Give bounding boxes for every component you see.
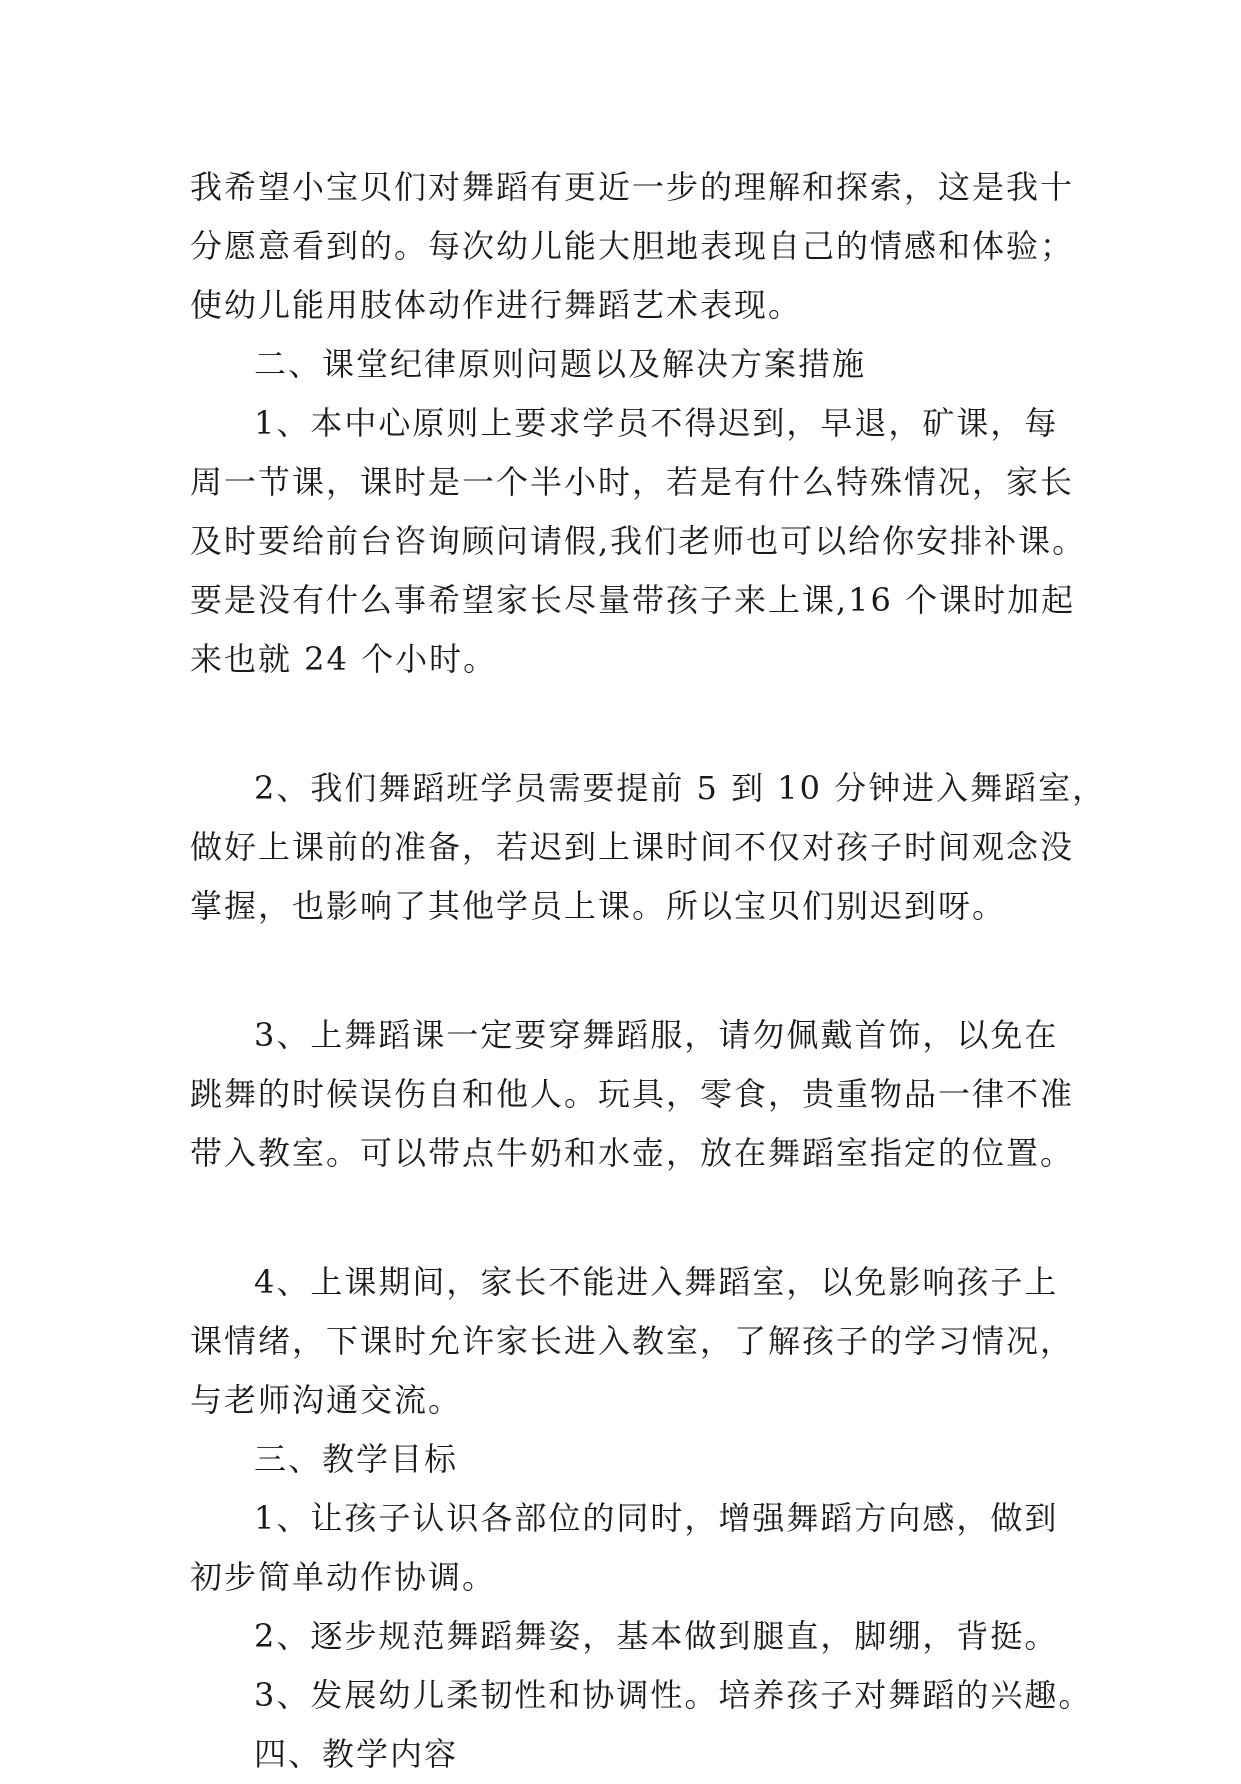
text-line: 要是没有什么事希望家长尽量带孩子来上课,16 个课时加起 xyxy=(190,581,1076,619)
text-line: 做好上课前的准备，若迟到上课时间不仅对孩子时间观念没 xyxy=(190,828,1075,866)
section-heading: 三、教学目标 xyxy=(254,1440,459,1478)
text-line: 使幼儿能用肢体动作进行舞蹈艺术表现。 xyxy=(190,286,803,324)
section-heading: 二、课堂纪律原则问题以及解决方案措施 xyxy=(254,345,867,383)
text-line: 3、上舞蹈课一定要穿舞蹈服，请勿佩戴首饰，以免在 xyxy=(254,1016,1059,1054)
text-line: 与老师沟通交流。 xyxy=(190,1381,463,1419)
text-line: 1、本中心原则上要求学员不得迟到，早退，矿课，每 xyxy=(254,404,1059,442)
text-line: 带入教室。可以带点牛奶和水壶，放在舞蹈室指定的位置。 xyxy=(190,1134,1075,1172)
text-line: 跳舞的时候误伤自和他人。玩具，零食，贵重物品一律不准 xyxy=(190,1075,1075,1113)
text-line: 来也就 24 个小时。 xyxy=(190,640,498,678)
text-line: 1、让孩子认识各部位的同时，增强舞蹈方向感，做到 xyxy=(254,1499,1059,1537)
text-line: 初步简单动作协调。 xyxy=(190,1558,497,1596)
text-line: 我希望小宝贝们对舞蹈有更近一步的理解和探索，这是我十 xyxy=(190,168,1075,206)
text-line: 课情绪，下课时允许家长进入教室，了解孩子的学习情况， xyxy=(190,1322,1075,1360)
section-heading: 四、教学内容 xyxy=(254,1735,459,1773)
text-line: 分愿意看到的。每次幼儿能大胆地表现自己的情感和体验； xyxy=(190,227,1075,265)
text-line: 2、我们舞蹈班学员需要提前 5 到 10 分钟进入舞蹈室， xyxy=(254,769,1107,807)
document-body xyxy=(190,158,1107,1784)
text-line: 及时要给前台咨询顾问请假,我们老师也可以给你安排补课。 xyxy=(190,522,1087,560)
text-line: 3、发展幼儿柔韧性和协调性。培养孩子对舞蹈的兴趣。 xyxy=(254,1676,1093,1714)
text-line: 周一节课，课时是一个半小时，若是有什么特殊情况，家长 xyxy=(190,463,1075,501)
text-line: 掌握，也影响了其他学员上课。所以宝贝们别迟到呀。 xyxy=(190,887,1007,925)
text-line: 4、上课期间，家长不能进入舞蹈室，以免影响孩子上 xyxy=(254,1263,1059,1301)
text-line: 2、逐步规范舞蹈舞姿，基本做到腿直，脚绷，背挺。 xyxy=(254,1617,1059,1655)
